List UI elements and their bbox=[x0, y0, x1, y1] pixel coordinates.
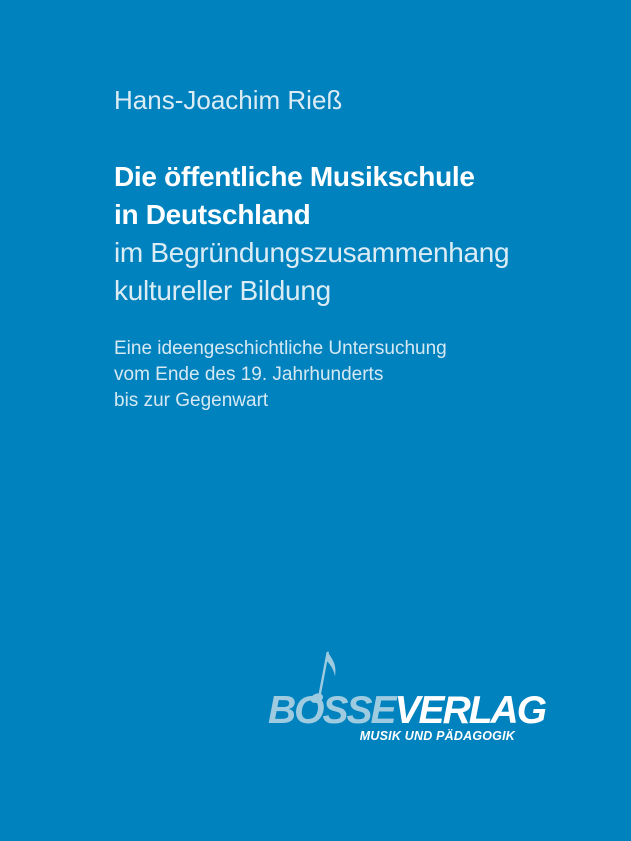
publisher-logo bbox=[268, 645, 546, 755]
title-block bbox=[114, 158, 509, 310]
title-line-1: Die öffentliche Musikschule bbox=[114, 161, 475, 192]
subtitle-line-1: Eine ideengeschichtliche Untersuchung bbox=[114, 338, 447, 359]
subtitle-block bbox=[114, 336, 447, 414]
title-line-3: im Begründungszusammenhang bbox=[114, 237, 510, 268]
author-name: Hans-Joachim Rieß bbox=[114, 85, 343, 115]
publisher-tagline: MUSIK UND PÄDAGOGIK bbox=[359, 729, 515, 743]
title-line-4: kultureller Bildung bbox=[114, 275, 331, 306]
subtitle-line-3: bis zur Gegenwart bbox=[114, 390, 269, 411]
subtitle-line-2: vom Ende des 19. Jahrhunderts bbox=[114, 364, 384, 385]
publisher-name-verlag: VERLAG bbox=[394, 689, 546, 732]
publisher-name-bosse: BOSSE bbox=[268, 689, 395, 732]
title-line-2: in Deutschland bbox=[114, 199, 311, 230]
publisher-wordmark bbox=[268, 691, 551, 730]
